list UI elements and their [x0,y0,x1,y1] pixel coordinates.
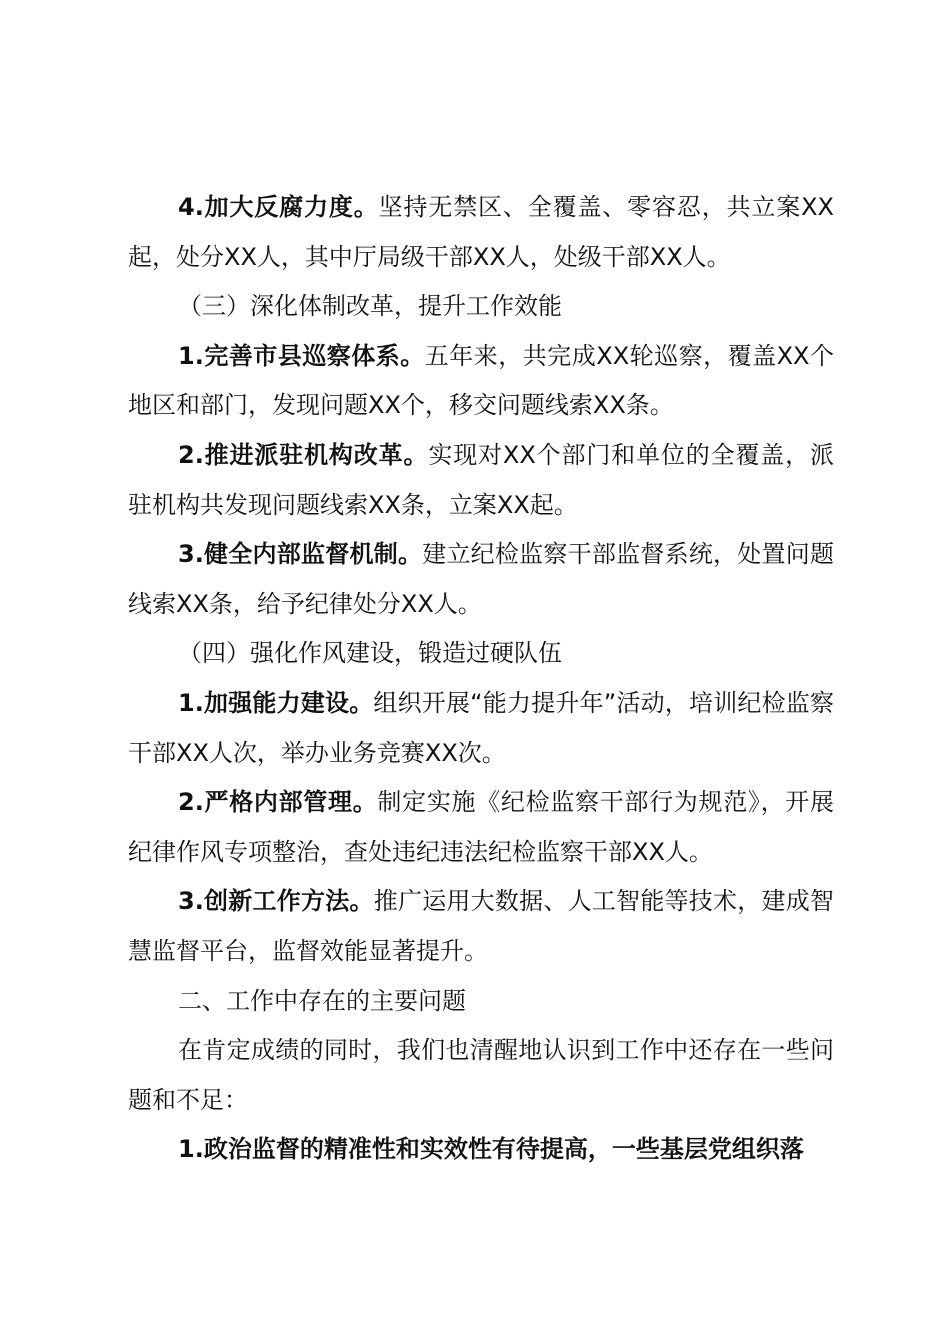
paragraph-internal-supervision [128,530,834,629]
paragraph-text: 实现对XX个部门和单位的全覆盖，派驻机构共发现问题线索XX条，立案XX起。 [128,440,834,519]
section-heading-text: （四）强化作风建设，锻造过硬队伍 [178,639,562,668]
paragraph-work-methods [128,877,834,976]
paragraph-heading: 3.创新工作方法。 [178,887,374,916]
paragraph-heading: 1.完善市县巡察体系。 [178,341,425,370]
section-heading-text: （三）深化体制改革，提升工作效能 [178,292,562,321]
section-heading-text: 二、工作中存在的主要问题 [178,986,466,1015]
paragraph-text: 建立纪检监察干部监督系统，处置问题线索XX条，给予纪律处分XX人。 [128,540,835,618]
paragraph-heading: 1.加强能力建设。 [178,688,374,717]
document-body [128,183,834,1175]
paragraph-heading: 4.加大反腐力度。 [178,193,379,221]
paragraph-heading: 3.健全内部监督机制。 [178,540,423,569]
paragraph-heading: 2.严格内部管理。 [178,788,378,817]
paragraph-text: 制定实施《纪检监察干部行为规范》，开展纪律作风专项整治，查处违纪违法纪检监察干部XX人。 [128,788,835,866]
paragraph-problems-intro [128,1026,834,1125]
section-heading-problems [128,977,834,1027]
paragraph-text: 在肯定成绩的同时，我们也清醒地认识到工作中还存在一些问题和不足： [128,1036,834,1114]
section-heading-work-style [128,629,834,679]
paragraph-inspection-system [128,332,834,431]
section-heading-reform [128,282,834,332]
paragraph-text: 五年来，共完成XX轮巡察，覆盖XX个地区和部门，发现问题XX个，移交问题线索XX条。 [128,341,834,420]
paragraph-stationed-reform [128,431,834,530]
paragraph-internal-management [128,778,834,877]
paragraph-heading: 2.推进派驻机构改革。 [178,440,429,469]
paragraph-heading: 1.政治监督的精准性和实效性有待提高，一些基层党组织落 [178,1135,804,1164]
paragraph-text: 组织开展“能力提升年”活动，培训纪检监察干部XX人次，举办业务竞赛XX次。 [128,688,834,767]
paragraph-text: 坚持无禁区、全覆盖、零容忍，共立案XX起，处分XX人，其中厅局级干部XX人，处级干部XX人。 [128,193,834,271]
paragraph-text: 推广运用大数据、人工智能等技术，建成智慧监督平台，监督效能显著提升。 [128,887,834,965]
paragraph-political-supervision [128,1125,834,1175]
paragraph-capacity-building [128,679,834,778]
paragraph-anticorruption [128,183,834,282]
